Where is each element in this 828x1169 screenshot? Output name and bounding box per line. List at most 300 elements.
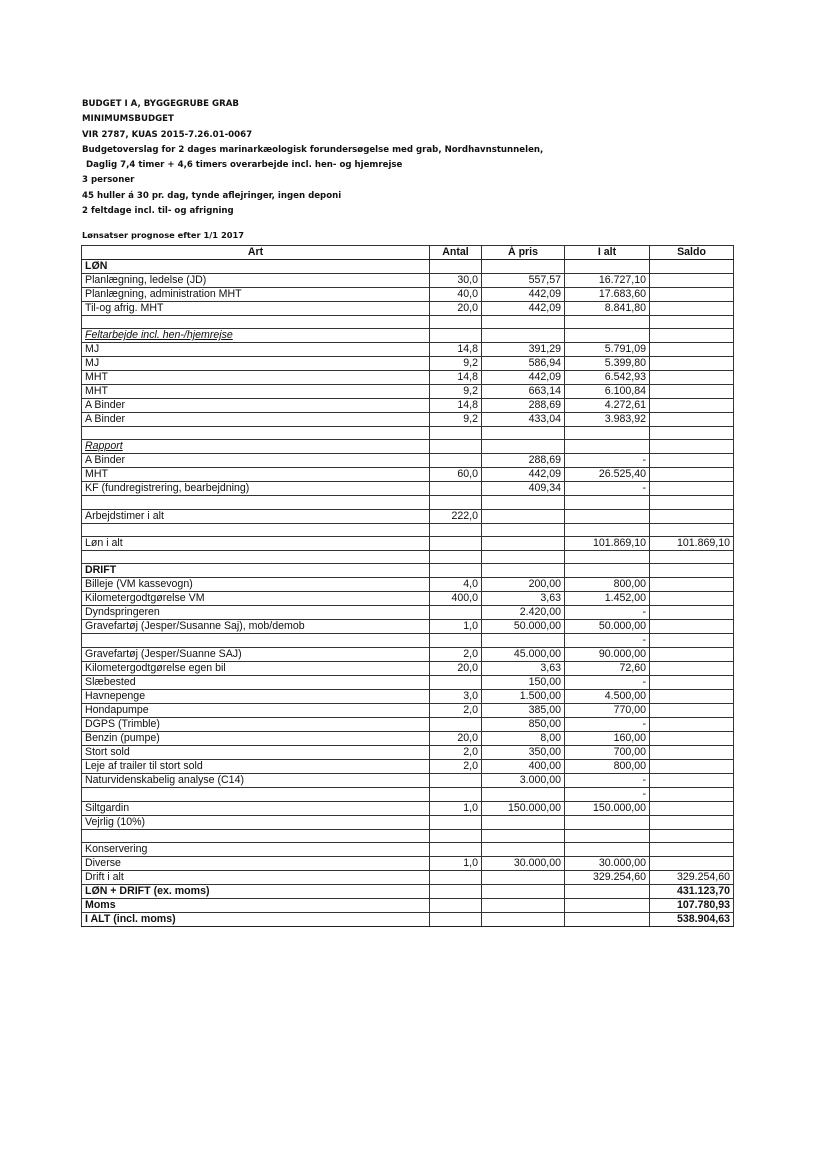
cell-a-pris	[482, 260, 565, 274]
cell-art: I ALT (incl. moms)	[82, 913, 430, 927]
cell-a-pris: 30.000,00	[482, 857, 565, 871]
cell-antal	[430, 329, 482, 343]
cell-i-alt: 329.254,60	[565, 871, 650, 885]
table-row	[82, 913, 734, 927]
table-row	[82, 563, 734, 577]
table-row	[82, 288, 734, 302]
cell-antal	[430, 427, 482, 440]
cell-a-pris: 8,00	[482, 731, 565, 745]
cell-antal	[430, 563, 482, 577]
table-subtitle: Lønsatser prognose efter 1/1 2017	[82, 230, 245, 240]
table-row	[82, 773, 734, 787]
cell-i-alt: 90.000,00	[565, 647, 650, 661]
cell-i-alt	[565, 829, 650, 842]
cell-art: A Binder	[82, 399, 430, 413]
cell-i-alt: -	[565, 787, 650, 801]
cell-saldo	[650, 440, 734, 454]
cell-a-pris	[482, 563, 565, 577]
cell-saldo	[650, 773, 734, 787]
cell-saldo	[650, 563, 734, 577]
cell-i-alt: -	[565, 633, 650, 647]
cell-saldo	[650, 427, 734, 440]
header-holes: 45 huller á 30 pr. dag, tynde aflejringer, ingen deponi	[82, 190, 342, 201]
cell-saldo	[650, 661, 734, 675]
cell-antal	[430, 550, 482, 563]
cell-antal	[430, 815, 482, 829]
cell-a-pris: 288,69	[482, 399, 565, 413]
cell-saldo	[650, 633, 734, 647]
cell-saldo	[650, 815, 734, 829]
cell-antal	[430, 482, 482, 496]
cell-antal: 2,0	[430, 703, 482, 717]
cell-saldo	[650, 509, 734, 523]
cell-a-pris	[482, 523, 565, 536]
cell-i-alt: -	[565, 454, 650, 468]
cell-art	[82, 550, 430, 563]
cell-art	[82, 633, 430, 647]
cell-i-alt: 5.791,09	[565, 343, 650, 357]
cell-i-alt: 26.525,40	[565, 468, 650, 482]
header-daily-hours: Daglig 7,4 timer + 4,6 timers overarbejde incl. hen- og hjemrejse	[86, 160, 403, 171]
table-row	[82, 759, 734, 773]
cell-saldo	[650, 689, 734, 703]
cell-a-pris	[482, 815, 565, 829]
table-row	[82, 801, 734, 815]
cell-antal	[430, 829, 482, 842]
cell-art: Arbejdstimer i alt	[82, 509, 430, 523]
cell-saldo	[650, 591, 734, 605]
cell-art: A Binder	[82, 454, 430, 468]
cell-a-pris: 442,09	[482, 288, 565, 302]
cell-art: LØN	[82, 260, 430, 274]
cell-antal	[430, 843, 482, 857]
cell-a-pris: 200,00	[482, 577, 565, 591]
cell-saldo	[650, 371, 734, 385]
cell-a-pris	[482, 913, 565, 927]
cell-art: MHT	[82, 468, 430, 482]
cell-art: Feltarbejde incl. hen-/hjemrejse	[82, 329, 430, 343]
cell-i-alt: 700,00	[565, 745, 650, 759]
table-row	[82, 787, 734, 801]
table-row	[82, 357, 734, 371]
cell-art	[82, 427, 430, 440]
cell-a-pris	[482, 899, 565, 913]
column-header-a-pris: Á pris	[482, 246, 565, 260]
cell-saldo	[650, 468, 734, 482]
cell-saldo	[650, 260, 734, 274]
table-row	[82, 385, 734, 399]
table-row	[82, 509, 734, 523]
cell-a-pris	[482, 550, 565, 563]
cell-a-pris	[482, 871, 565, 885]
cell-i-alt	[565, 843, 650, 857]
cell-art: Drift i alt	[82, 871, 430, 885]
cell-antal: 1,0	[430, 857, 482, 871]
cell-antal	[430, 440, 482, 454]
table-row	[82, 633, 734, 647]
table-row	[82, 274, 734, 288]
table-row	[82, 605, 734, 619]
cell-i-alt: 4.272,61	[565, 399, 650, 413]
cell-i-alt: 5.399,80	[565, 357, 650, 371]
table-row	[82, 399, 734, 413]
cell-saldo	[650, 302, 734, 316]
cell-art: Leje af trailer til stort sold	[82, 759, 430, 773]
cell-i-alt	[565, 509, 650, 523]
cell-a-pris: 442,09	[482, 302, 565, 316]
table-row	[82, 815, 734, 829]
cell-saldo	[650, 550, 734, 563]
cell-saldo: 101.869,10	[650, 536, 734, 550]
cell-i-alt: 770,00	[565, 703, 650, 717]
cell-antal: 20,0	[430, 661, 482, 675]
table-row	[82, 371, 734, 385]
cell-a-pris: 400,00	[482, 759, 565, 773]
table-row	[82, 661, 734, 675]
cell-antal	[430, 633, 482, 647]
cell-antal: 20,0	[430, 302, 482, 316]
cell-antal	[430, 523, 482, 536]
cell-i-alt: 17.683,60	[565, 288, 650, 302]
cell-art: Planlægning, ledelse (JD)	[82, 274, 430, 288]
cell-saldo	[650, 577, 734, 591]
cell-i-alt: 50.000,00	[565, 619, 650, 633]
cell-a-pris	[482, 496, 565, 509]
cell-i-alt: 101.869,10	[565, 536, 650, 550]
cell-i-alt	[565, 260, 650, 274]
cell-i-alt: 30.000,00	[565, 857, 650, 871]
column-header-art: Art	[82, 246, 430, 260]
cell-art: Stort sold	[82, 745, 430, 759]
cell-a-pris	[482, 329, 565, 343]
cell-a-pris: 385,00	[482, 703, 565, 717]
cell-art: MHT	[82, 371, 430, 385]
cell-a-pris: 586,94	[482, 357, 565, 371]
cell-antal	[430, 454, 482, 468]
cell-art: LØN + DRIFT (ex. moms)	[82, 885, 430, 899]
header-description: Budgetoverslag for 2 dages marinarkæologisk forundersøgelse med grab, Nordhavnstunnelen,	[82, 144, 544, 155]
cell-art: DRIFT	[82, 563, 430, 577]
cell-a-pris: 2.420,00	[482, 605, 565, 619]
cell-saldo	[650, 454, 734, 468]
cell-art	[82, 787, 430, 801]
cell-antal: 60,0	[430, 468, 482, 482]
cell-a-pris: 850,00	[482, 717, 565, 731]
cell-a-pris	[482, 633, 565, 647]
table-body	[82, 260, 734, 927]
table-row	[82, 857, 734, 871]
cell-art: A Binder	[82, 413, 430, 427]
cell-art: Moms	[82, 899, 430, 913]
cell-art: Gravefartøj (Jesper/Suanne SAJ)	[82, 647, 430, 661]
cell-art: MJ	[82, 343, 430, 357]
cell-art	[82, 496, 430, 509]
table-row	[82, 496, 734, 509]
cell-saldo	[650, 787, 734, 801]
cell-a-pris: 45.000,00	[482, 647, 565, 661]
cell-art: Kilometergodtgørelse VM	[82, 591, 430, 605]
cell-a-pris: 1.500,00	[482, 689, 565, 703]
cell-art: DGPS (Trimble)	[82, 717, 430, 731]
cell-art: Kilometergodtgørelse egen bil	[82, 661, 430, 675]
cell-a-pris	[482, 787, 565, 801]
cell-antal	[430, 773, 482, 787]
cell-antal: 3,0	[430, 689, 482, 703]
table-row	[82, 885, 734, 899]
table-row	[82, 302, 734, 316]
cell-saldo	[650, 647, 734, 661]
cell-saldo	[650, 329, 734, 343]
cell-a-pris: 557,57	[482, 274, 565, 288]
cell-i-alt: 150.000,00	[565, 801, 650, 815]
cell-i-alt	[565, 523, 650, 536]
cell-antal: 1,0	[430, 801, 482, 815]
cell-i-alt	[565, 899, 650, 913]
cell-a-pris: 150,00	[482, 675, 565, 689]
cell-art: Hondapumpe	[82, 703, 430, 717]
cell-i-alt: 6.100,84	[565, 385, 650, 399]
cell-antal: 2,0	[430, 647, 482, 661]
table-row	[82, 717, 734, 731]
table-row	[82, 482, 734, 496]
cell-i-alt: 1.452,00	[565, 591, 650, 605]
cell-antal	[430, 899, 482, 913]
cell-i-alt: 8.841,80	[565, 302, 650, 316]
cell-a-pris: 3,63	[482, 591, 565, 605]
cell-i-alt: 6.542,93	[565, 371, 650, 385]
table-row	[82, 647, 734, 661]
cell-art: MJ	[82, 357, 430, 371]
header-case-number: VIR 2787, KUAS 2015-7.26.01-0067	[82, 129, 253, 140]
cell-antal	[430, 496, 482, 509]
document-header	[82, 97, 543, 219]
cell-saldo	[650, 316, 734, 329]
cell-antal	[430, 787, 482, 801]
header-field-days: 2 feltdage incl. til- og afrigning	[82, 206, 234, 217]
table-row	[82, 316, 734, 329]
column-header-saldo: Saldo	[650, 246, 734, 260]
cell-art: Dyndspringeren	[82, 605, 430, 619]
cell-a-pris	[482, 885, 565, 899]
cell-saldo	[650, 619, 734, 633]
table-row	[82, 577, 734, 591]
cell-saldo	[650, 675, 734, 689]
cell-i-alt	[565, 913, 650, 927]
cell-art: Siltgardin	[82, 801, 430, 815]
cell-saldo	[650, 523, 734, 536]
table-row	[82, 829, 734, 842]
cell-art: Planlægning, administration MHT	[82, 288, 430, 302]
cell-a-pris: 433,04	[482, 413, 565, 427]
cell-a-pris	[482, 440, 565, 454]
table-row	[82, 427, 734, 440]
cell-i-alt: 800,00	[565, 577, 650, 591]
cell-a-pris: 350,00	[482, 745, 565, 759]
cell-antal	[430, 717, 482, 731]
cell-a-pris	[482, 536, 565, 550]
cell-antal: 2,0	[430, 745, 482, 759]
cell-saldo	[650, 274, 734, 288]
table-row	[82, 899, 734, 913]
cell-i-alt	[565, 427, 650, 440]
cell-art: Billeje (VM kassevogn)	[82, 577, 430, 591]
cell-i-alt: -	[565, 773, 650, 787]
cell-antal: 9,2	[430, 385, 482, 399]
cell-i-alt	[565, 316, 650, 329]
table-row	[82, 871, 734, 885]
table-row	[82, 703, 734, 717]
cell-saldo	[650, 843, 734, 857]
table-row	[82, 454, 734, 468]
cell-saldo	[650, 605, 734, 619]
cell-antal: 9,2	[430, 413, 482, 427]
cell-saldo	[650, 731, 734, 745]
cell-saldo	[650, 288, 734, 302]
cell-a-pris: 663,14	[482, 385, 565, 399]
cell-antal: 14,8	[430, 343, 482, 357]
cell-art: Slæbested	[82, 675, 430, 689]
cell-i-alt	[565, 815, 650, 829]
table-row	[82, 440, 734, 454]
header-budget-type: MINIMUMSBUDGET	[82, 114, 174, 125]
cell-a-pris: 3.000,00	[482, 773, 565, 787]
cell-art: Konservering	[82, 843, 430, 857]
table-row	[82, 731, 734, 745]
cell-i-alt: -	[565, 482, 650, 496]
cell-art: Naturvidenskabelig analyse (C14)	[82, 773, 430, 787]
cell-i-alt: 72,60	[565, 661, 650, 675]
cell-saldo: 431.123,70	[650, 885, 734, 899]
cell-antal: 222,0	[430, 509, 482, 523]
cell-antal	[430, 675, 482, 689]
cell-art	[82, 523, 430, 536]
cell-antal: 14,8	[430, 399, 482, 413]
cell-art: Havnepenge	[82, 689, 430, 703]
cell-antal	[430, 316, 482, 329]
cell-saldo	[650, 717, 734, 731]
cell-antal: 400,0	[430, 591, 482, 605]
cell-i-alt: 3.983,92	[565, 413, 650, 427]
cell-a-pris: 442,09	[482, 468, 565, 482]
cell-saldo	[650, 857, 734, 871]
cell-a-pris: 50.000,00	[482, 619, 565, 633]
cell-antal	[430, 871, 482, 885]
cell-saldo	[650, 413, 734, 427]
cell-a-pris	[482, 843, 565, 857]
table-header-row	[82, 246, 734, 260]
cell-i-alt	[565, 329, 650, 343]
cell-i-alt: 160,00	[565, 731, 650, 745]
cell-antal	[430, 260, 482, 274]
cell-a-pris	[482, 829, 565, 842]
cell-art: Benzin (pumpe)	[82, 731, 430, 745]
cell-art: Diverse	[82, 857, 430, 871]
cell-a-pris	[482, 427, 565, 440]
cell-saldo	[650, 399, 734, 413]
cell-saldo	[650, 357, 734, 371]
cell-i-alt	[565, 885, 650, 899]
cell-i-alt: 16.727,10	[565, 274, 650, 288]
cell-art: Gravefartøj (Jesper/Susanne Saj), mob/demob	[82, 619, 430, 633]
cell-i-alt: -	[565, 605, 650, 619]
cell-antal: 40,0	[430, 288, 482, 302]
cell-a-pris: 3,63	[482, 661, 565, 675]
cell-saldo: 329.254,60	[650, 871, 734, 885]
table-row	[82, 523, 734, 536]
cell-art	[82, 316, 430, 329]
cell-antal: 1,0	[430, 619, 482, 633]
table-row	[82, 260, 734, 274]
cell-saldo: 538.904,63	[650, 913, 734, 927]
cell-saldo: 107.780,93	[650, 899, 734, 913]
cell-antal: 9,2	[430, 357, 482, 371]
cell-a-pris: 288,69	[482, 454, 565, 468]
table-row	[82, 550, 734, 563]
cell-saldo	[650, 759, 734, 773]
table-row	[82, 413, 734, 427]
cell-antal	[430, 913, 482, 927]
cell-antal: 2,0	[430, 759, 482, 773]
cell-saldo	[650, 482, 734, 496]
cell-a-pris	[482, 316, 565, 329]
cell-i-alt	[565, 440, 650, 454]
cell-antal: 4,0	[430, 577, 482, 591]
table-row	[82, 619, 734, 633]
cell-saldo	[650, 343, 734, 357]
table-row	[82, 745, 734, 759]
cell-antal	[430, 605, 482, 619]
cell-saldo	[650, 703, 734, 717]
cell-a-pris: 391,29	[482, 343, 565, 357]
table-row	[82, 689, 734, 703]
cell-i-alt	[565, 563, 650, 577]
cell-saldo	[650, 385, 734, 399]
cell-art: Vejrlig (10%)	[82, 815, 430, 829]
cell-antal: 30,0	[430, 274, 482, 288]
cell-saldo	[650, 801, 734, 815]
column-header-antal: Antal	[430, 246, 482, 260]
cell-art	[82, 829, 430, 842]
budget-table	[81, 245, 734, 927]
cell-saldo	[650, 496, 734, 509]
cell-saldo	[650, 829, 734, 842]
table-row	[82, 843, 734, 857]
cell-art: MHT	[82, 385, 430, 399]
header-persons: 3 personer	[82, 175, 135, 186]
cell-art: KF (fundregistrering, bearbejdning)	[82, 482, 430, 496]
cell-art: Rapport	[82, 440, 430, 454]
table-row	[82, 675, 734, 689]
cell-i-alt	[565, 550, 650, 563]
cell-saldo	[650, 745, 734, 759]
cell-i-alt: -	[565, 717, 650, 731]
column-header-i-alt: I alt	[565, 246, 650, 260]
table-row	[82, 329, 734, 343]
table-row	[82, 343, 734, 357]
cell-antal: 14,8	[430, 371, 482, 385]
cell-i-alt	[565, 496, 650, 509]
cell-a-pris: 442,09	[482, 371, 565, 385]
table-row	[82, 591, 734, 605]
cell-i-alt: -	[565, 675, 650, 689]
cell-antal: 20,0	[430, 731, 482, 745]
cell-a-pris: 150.000,00	[482, 801, 565, 815]
cell-a-pris	[482, 509, 565, 523]
cell-art: Til-og afrig. MHT	[82, 302, 430, 316]
cell-art: Løn i alt	[82, 536, 430, 550]
cell-i-alt: 4.500,00	[565, 689, 650, 703]
cell-antal	[430, 885, 482, 899]
